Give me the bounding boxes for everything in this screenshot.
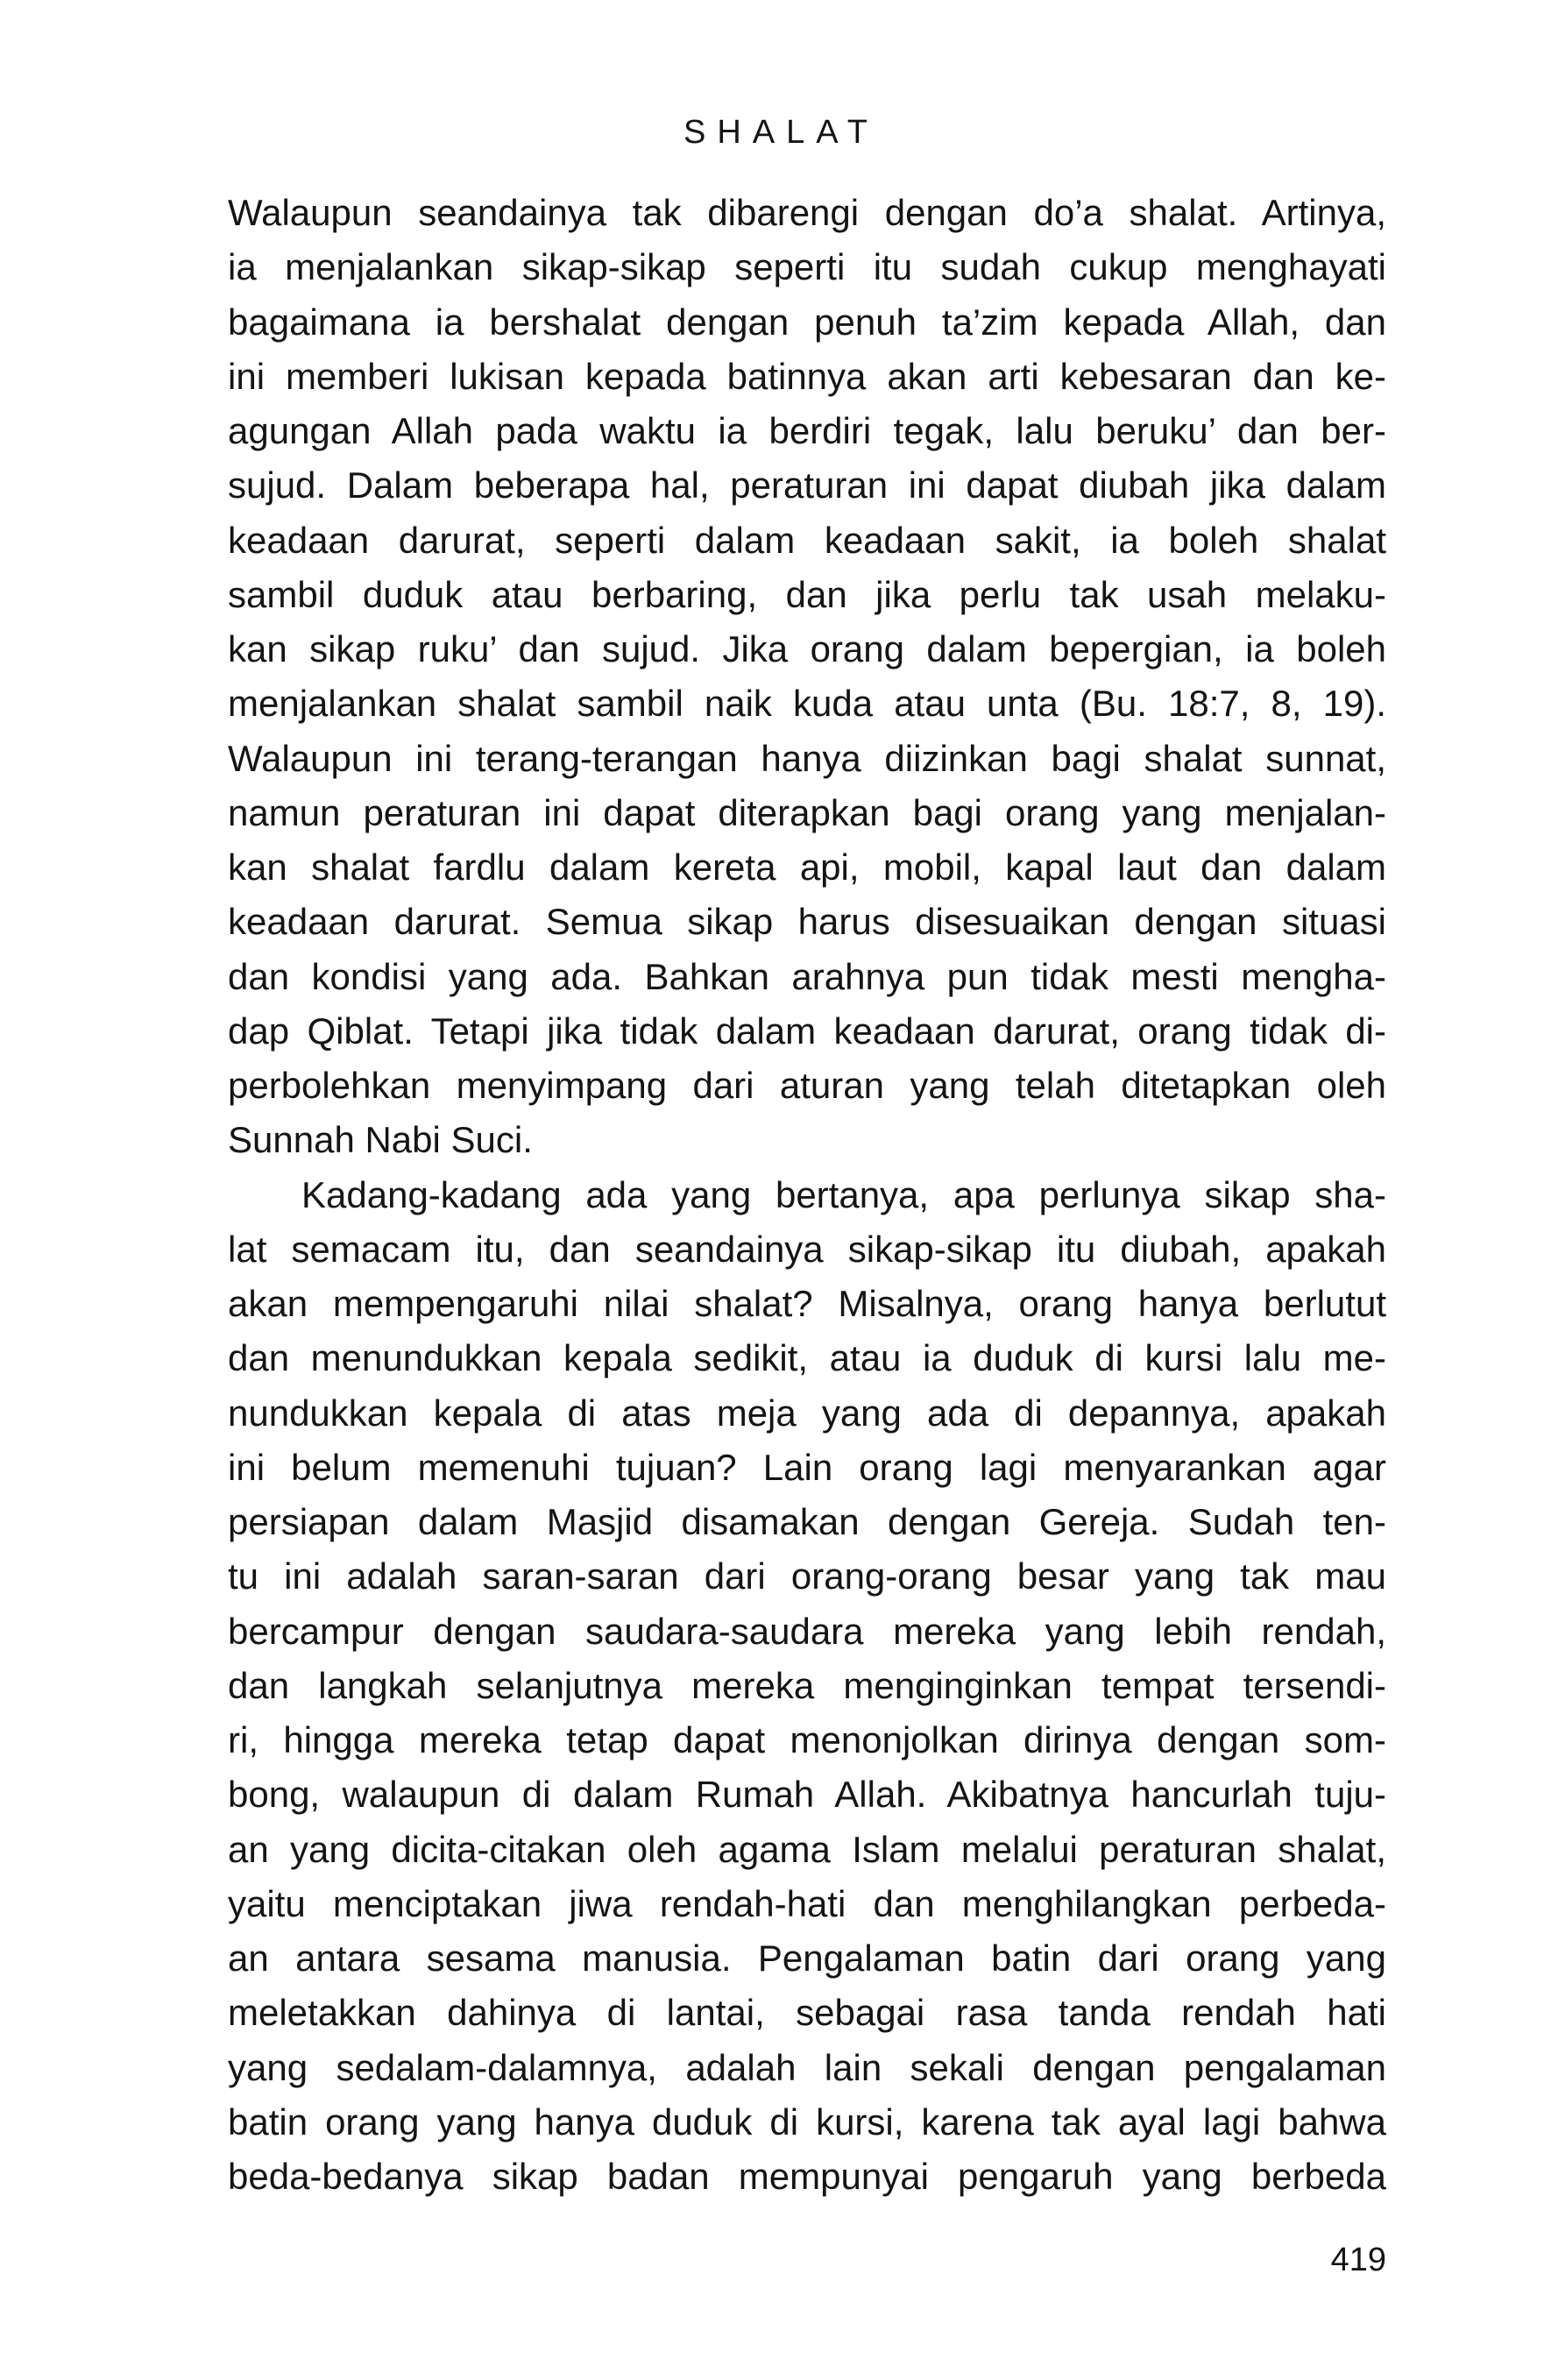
- text-line: bercampur dengan saudara-saudara mereka yang lebih rendah,: [228, 1610, 1386, 1652]
- text-line: Kadang-kadang ada yang bertanya, apa perlunya sikap sha-: [301, 1173, 1386, 1215]
- text-line: agungan Allah pada waktu ia berdiri tegak, lalu beruku’ dan ber-: [228, 410, 1386, 451]
- text-line: kan shalat fardlu dalam kereta api, mobil, kapal laut dan dalam: [228, 846, 1386, 888]
- text-line: ini belum memenuhi tujuan? Lain orang lagi menyarankan agar: [228, 1446, 1386, 1488]
- text-line: beda-bedanya sikap badan mempunyai pengaruh yang berbeda: [228, 2156, 1386, 2197]
- text-line: tu ini adalah saran-saran dari orang-orang besar yang tak mau: [228, 1555, 1386, 1597]
- text-line: Walaupun seandainya tak dibarengi dengan do’a shalat. Artinya,: [228, 192, 1386, 233]
- text-line: ia menjalankan sikap-sikap seperti itu sudah cukup menghayati: [228, 246, 1386, 288]
- text-line: ri, hingga mereka tetap dapat menonjolkan dirinya dengan som-: [228, 1719, 1386, 1760]
- text-line: bagaimana ia bershalat dengan penuh ta’zim kepada Allah, dan: [228, 301, 1386, 343]
- text-line: namun peraturan ini dapat diterapkan bagi orang yang menjalan-: [228, 791, 1386, 833]
- text-line: meletakkan dahinya di lantai, sebagai rasa tanda rendah hati: [228, 1992, 1386, 2034]
- paragraph-2: [228, 1168, 1386, 2205]
- text-line: kan sikap ruku’ dan sujud. Jika orang dalam bepergian, ia boleh: [228, 628, 1386, 669]
- text-line: perbolehkan menyimpang dari aturan yang telah ditetapkan oleh: [228, 1065, 1386, 1106]
- text-line: an antara sesama manusia. Pengalaman batin dari orang yang: [228, 1937, 1386, 1979]
- text-line: ini memberi lukisan kepada batinnya akan arti kebesaran dan ke-: [228, 355, 1386, 397]
- text-line: yaitu menciptakan jiwa rendah-hati dan menghilangkan perbeda-: [228, 1882, 1386, 1924]
- running-header: SHALAT: [683, 114, 879, 151]
- text-line: an yang dicita-citakan oleh agama Islam melalui peraturan shalat,: [228, 1828, 1386, 1870]
- paragraph-1: [228, 186, 1386, 1168]
- text-line: keadaan darurat, seperti dalam keadaan sakit, ia boleh shalat: [228, 519, 1386, 561]
- text-line: persiapan dalam Masjid disamakan dengan Gereja. Sudah ten-: [228, 1501, 1386, 1542]
- text-line: Sunnah Nabi Suci.: [228, 1119, 533, 1161]
- text-line: nundukkan kepala di atas meja yang ada di depannya, apakah: [228, 1392, 1386, 1434]
- text-line: menjalankan shalat sambil naik kuda atau unta (Bu. 18:7, 8, 19).: [228, 683, 1386, 725]
- text-line: yang sedalam-dalamnya, adalah lain sekali dengan pengalaman: [228, 2046, 1386, 2088]
- text-line: batin orang yang hanya duduk di kursi, karena tak ayal lagi bahwa: [228, 2100, 1386, 2143]
- text-line: akan mempengaruhi nilai shalat? Misalnya, orang hanya berlutut: [228, 1283, 1386, 1324]
- page-number: 419: [1330, 2242, 1386, 2278]
- text-line: bong, walaupun di dalam Rumah Allah. Akibatnya hancurlah tuju-: [228, 1774, 1386, 1816]
- text-line: dan menundukkan kepala sedikit, atau ia duduk di kursi lalu me-: [228, 1337, 1386, 1379]
- text-line: lat semacam itu, dan seandainya sikap-sikap itu diubah, apakah: [228, 1228, 1386, 1270]
- text-line: Walaupun ini terang-terangan hanya diizinkan bagi shalat sunnat,: [228, 737, 1386, 779]
- text-line: keadaan darurat. Semua sikap harus disesuaikan dengan situasi: [228, 901, 1386, 943]
- text-line: sujud. Dalam beberapa hal, peraturan ini dapat diubah jika dalam: [228, 464, 1386, 506]
- text-line: dan kondisi yang ada. Bahkan arahnya pun tidak mesti mengha-: [228, 955, 1386, 997]
- text-line: dap Qiblat. Tetapi jika tidak dalam keadaan darurat, orang tidak di-: [228, 1009, 1386, 1052]
- text-line: sambil duduk atau berbaring, dan jika perlu tak usah melaku-: [228, 573, 1386, 615]
- text-line: dan langkah selanjutnya mereka menginginkan tempat tersendi-: [228, 1664, 1386, 1706]
- body-text: [228, 186, 1386, 2204]
